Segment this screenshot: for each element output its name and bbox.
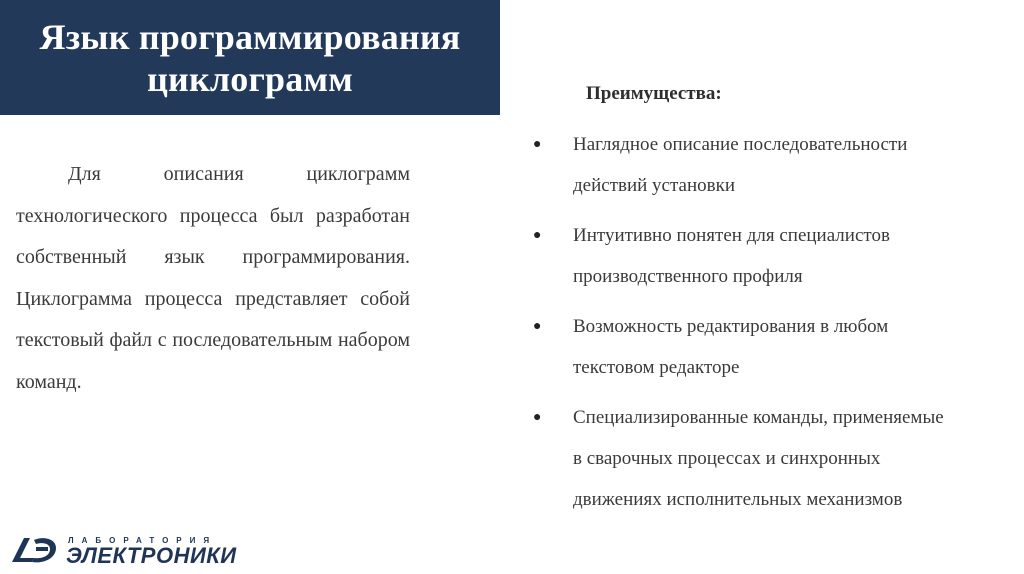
list-item-line: действий установки <box>573 175 736 196</box>
list-item-line: в сварочных процессах и синхронных <box>573 448 881 469</box>
lab-logo <box>8 532 248 568</box>
list-item-line: движениях исполнительных механизмов <box>573 489 903 510</box>
bullet-icon: ● <box>533 137 542 152</box>
list-item-line: Интуитивно понятен для специалистов <box>573 225 890 246</box>
description-paragraph: Для описания циклограмм технологического процесса был разработан собственный язык программирования. Циклограмма процесса представляет собой текстовый файл с последовательным набором команд. <box>16 163 410 393</box>
slide-title-line-1: Язык программирования <box>39 16 461 57</box>
bullet-icon: ● <box>533 228 542 243</box>
list-item <box>520 306 1024 388</box>
list-item-line: Наглядное описание последовательности <box>573 134 908 155</box>
bullet-icon: ● <box>533 410 542 425</box>
list-item <box>520 397 1024 520</box>
description-block <box>16 154 410 403</box>
slide-title-line-2: циклограмм <box>147 58 353 99</box>
list-item-line: Возможность редактирования в любом <box>573 316 889 337</box>
list-item-line: текстовом редакторе <box>573 357 740 378</box>
list-item <box>520 124 1024 206</box>
advantages-list <box>520 124 1024 529</box>
list-item <box>520 215 1024 297</box>
advantages-heading: Преимущества: <box>586 83 722 104</box>
title-banner <box>0 0 500 115</box>
logo-top-text: ЛАБОРАТОРИЯ <box>68 536 218 545</box>
logo-mark-icon <box>8 532 64 568</box>
list-item-line: Специализированные команды, применяемые <box>573 407 944 428</box>
logo-main-text: ЭЛЕКТРОНИКИ <box>66 543 237 568</box>
bullet-icon: ● <box>533 319 542 334</box>
list-item-line: производственного профиля <box>573 266 803 287</box>
